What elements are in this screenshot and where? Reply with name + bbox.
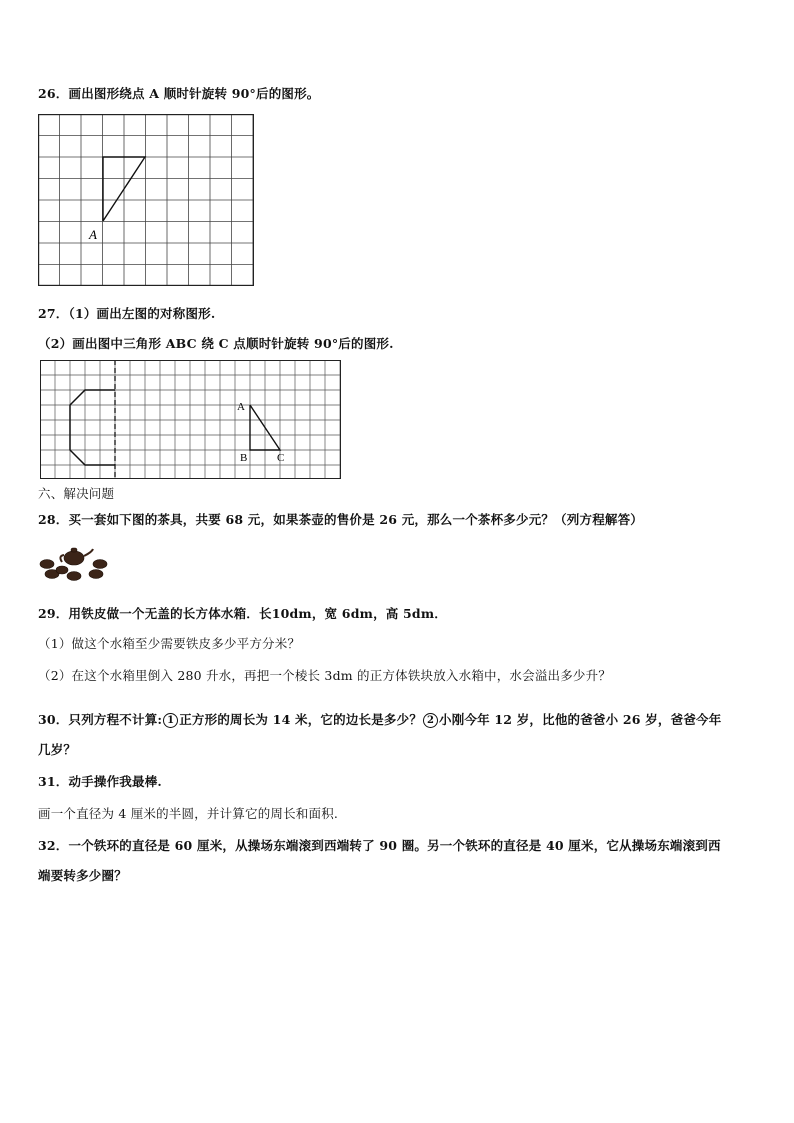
q28-text: 28．买一套如下图的茶具，共要 68 元，如果茶壶的售价是 26 元，那么一个茶杯多少元？（列方程解答） [38, 512, 643, 527]
q30-part-3: 小刚今年 12 岁，比他的爸爸小 26 岁，爸爸今年 [439, 712, 722, 727]
teapot-spout-icon [84, 549, 93, 556]
teapot-icon [64, 551, 84, 565]
q31-text: 31．动手操作我最棒. [38, 774, 162, 789]
q27-grid-figure [40, 360, 342, 480]
tea-cup-icon [56, 566, 68, 574]
tea-cup-icon [89, 570, 103, 579]
q27-half-shape [70, 390, 115, 465]
q29-sub-2: （2）在这个水箱里倒入 280 升水，再把一个棱长 3dm 的正方体铁块放入水箱中，水会溢出多少升？ [38, 668, 612, 683]
q29-text: 29．用铁皮做一个无盖的长方体水箱．长10dm，宽 6dm，高 5dm． [38, 606, 447, 621]
q29-sub-1: （1）做这个水箱至少需要铁皮多少平方分米？ [38, 636, 301, 651]
q30-line-2: 几岁？ [38, 742, 77, 757]
q26-grid-figure [38, 114, 254, 286]
q27-grid-border [41, 361, 341, 479]
q32-line-2: 端要转多少圈？ [38, 868, 127, 883]
q30-part-2: 正方形的周长为 14 米，它的边长是多少？ [179, 712, 423, 727]
q26-grid [38, 114, 254, 286]
q27-label-c: C [277, 452, 285, 464]
q26-point-a-label: A [89, 227, 97, 242]
q26-text: 26．画出图形绕点 A 顺时针旋转 90°后的图形。 [38, 86, 320, 101]
circled-number-2: 2 [423, 713, 438, 728]
tea-cup-icon [67, 572, 81, 581]
q27-text-2: （2）画出图中三角形 ABC 绕 C 点顺时针旋转 90°后的图形. [38, 336, 394, 351]
q32-line-1: 32．一个铁环的直径是 60 厘米，从操场东端滚到西端转了 90 圈。另一个铁环的直径是 40 厘米，它从操场东端滚到西 [38, 838, 721, 853]
q30-part-1: 30．只列方程不计算: [38, 712, 163, 727]
circled-number-1: 1 [163, 713, 178, 728]
tea-cup-icon [93, 560, 107, 569]
tea-cup-icon [40, 560, 54, 569]
q31-sub: 画一个直径为 4 厘米的半圆，并计算它的周长和面积. [38, 806, 339, 821]
q27-grid [40, 360, 341, 479]
q27-text-1: 27．（1）画出左图的对称图形. [38, 306, 216, 321]
q27-label-a: A [237, 401, 245, 413]
q30-line-1 [38, 710, 721, 728]
teapot-lid-icon [71, 548, 77, 552]
tea-set-image [38, 544, 110, 584]
teapot-handle-icon [60, 555, 64, 562]
section-6-title: 六、解决问题 [38, 486, 115, 501]
q27-label-b: B [240, 452, 248, 464]
